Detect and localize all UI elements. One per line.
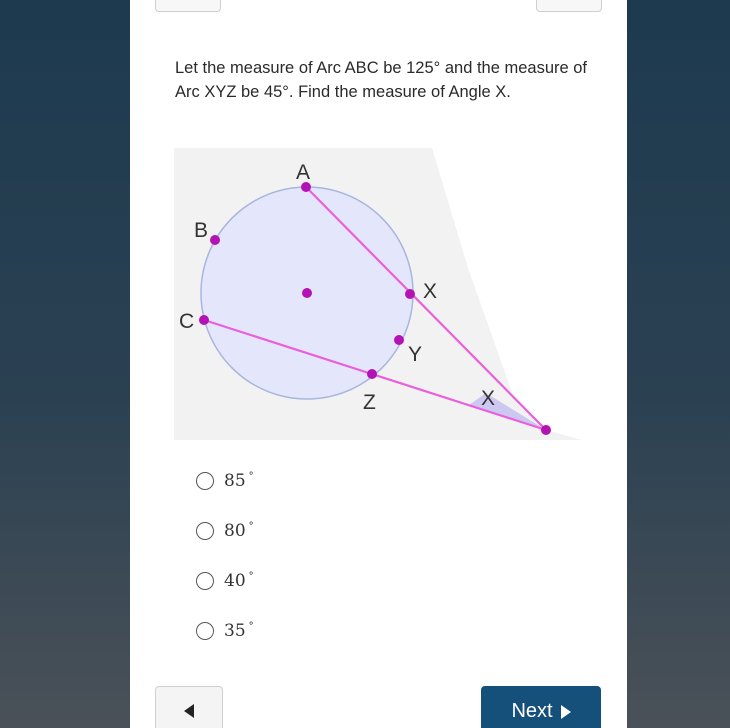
point-x	[405, 289, 415, 299]
choice-label: 80 °	[224, 521, 254, 541]
label-x: X	[423, 280, 438, 303]
vertex-point	[541, 425, 551, 435]
label-angle-x: X	[481, 387, 496, 410]
radio-button[interactable]	[196, 472, 214, 490]
next-label: Next	[511, 700, 553, 722]
label-y: Y	[408, 343, 423, 366]
question-text: Let the measure of Arc ABC be 125° and the measure of Arc XYZ be 45°. Find the measure of Angle X.	[175, 59, 588, 101]
geometry-figure	[174, 148, 582, 440]
triangle-left-icon	[184, 704, 194, 718]
back-button[interactable]	[155, 686, 223, 728]
choice-35[interactable]	[196, 618, 254, 644]
label-z: Z	[363, 391, 376, 414]
point-z	[367, 369, 377, 379]
point-y	[394, 335, 404, 345]
top-left-button[interactable]	[155, 0, 221, 12]
next-button[interactable]	[481, 686, 601, 728]
choice-label: 40 °	[224, 571, 254, 591]
label-a: A	[296, 161, 311, 184]
radio-button[interactable]	[196, 522, 214, 540]
label-b: B	[194, 219, 209, 242]
choice-label: 85 °	[224, 471, 254, 491]
choice-80[interactable]	[196, 518, 254, 544]
choice-label: 35 °	[224, 621, 254, 641]
triangle-right-icon	[561, 705, 571, 719]
label-c: C	[179, 310, 195, 333]
radio-button[interactable]	[196, 572, 214, 590]
point-b	[210, 235, 220, 245]
circle-center	[302, 288, 312, 298]
top-right-button[interactable]	[536, 0, 602, 12]
choice-40[interactable]	[196, 568, 254, 594]
radio-button[interactable]	[196, 622, 214, 640]
point-c	[199, 315, 209, 325]
question-panel	[130, 0, 627, 728]
choice-85[interactable]	[196, 468, 254, 494]
